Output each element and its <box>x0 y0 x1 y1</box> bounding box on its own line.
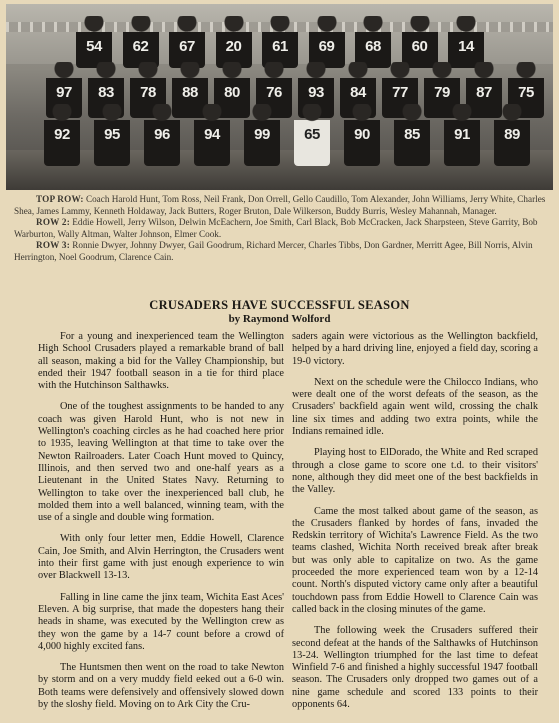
jersey-number: 94 <box>204 126 220 143</box>
jersey-number: 96 <box>154 126 170 143</box>
article-paragraph: Next on the schedule were the Chilocco Indians, who were dealt one of the worst defeats of the season, as the Crusaders' backfield again went wild, crossing the chalk line six times and adding two extra points, while the Indians remained idle. <box>292 376 538 438</box>
player-figure <box>394 104 430 166</box>
player-figure <box>402 16 438 68</box>
jersey-number: 89 <box>504 126 520 143</box>
article-paragraph: With only four letter men, Eddie Howell, Clarence Cain, Joe Smith, and Alvin Herrington, the Crusaders went into their first game with just enough experience to win over Blackwell 13-13. <box>38 533 284 582</box>
jersey-number: 95 <box>104 126 120 143</box>
article-column-left <box>38 331 284 720</box>
jersey-number: 80 <box>224 84 240 101</box>
player-figure <box>448 16 484 68</box>
article-paragraph: Came the most talked about game of the season, as the Crusaders flanked by hordes of fans, invaded the Redskin territory of Wichita's Lawrence Field. As the two teams clashed, Wichita North received break after break but was only able to capitalize on two. As the game proceeded the more experienced team won by a 12-14 count. North's disputed victory came only after a beautiful touchdown pass from Eddie Howell to Clarence Cain was called back in the closing minutes of the game. <box>292 505 538 615</box>
article-paragraph: For a young and inexperienced team the Wellington High School Crusaders played a remarkable brand of ball all season, making a bid for the Valley Championship, but ended their 1947 football season in a tie for third place with the Hutchinson Salthawks. <box>38 331 284 392</box>
player-figure <box>444 104 480 166</box>
player-figure <box>355 16 391 68</box>
player-figure <box>244 104 280 166</box>
player-figure <box>44 104 80 166</box>
article-paragraph: Falling in line came the jinx team, Wichita East Aces' Eleven. A big surprise, that made the dopesters hang their heads in shame, was executed by the Wellington crew as they won the game by a 14-7 count before a crowd of 4,000 highly excited fans. <box>38 591 284 652</box>
player-figure <box>344 104 380 166</box>
jersey-number: 99 <box>254 126 270 143</box>
article-paragraph: saders again were victorious as the Wellington backfield, helped by a hard driving line, enjoyed a field day, scoring a 19-0 victory. <box>292 331 538 367</box>
jersey-number: 61 <box>272 38 288 55</box>
photo-caption <box>14 194 546 264</box>
player-figure <box>94 104 130 166</box>
jersey-number: 14 <box>458 38 474 55</box>
jersey-number: 87 <box>476 84 492 101</box>
caption-row-2-text: Eddie Howell, Jerry Wilson, Delwin McEachern, Joe Smith, Carl Black, Bob McCracken, Jack Sharpsteen, Steve Garrity, Bob Warburton, Wally Altman, Walter Johnson, Elmer Cook. <box>14 217 538 239</box>
jersey-number: 75 <box>518 84 534 101</box>
article-column-right <box>292 331 538 720</box>
player-figure <box>262 16 298 68</box>
jersey-number: 60 <box>411 38 428 55</box>
player-figure <box>294 104 330 166</box>
caption-top-row-label: TOP ROW: <box>36 194 84 204</box>
jersey-number: 77 <box>392 84 408 101</box>
jersey-number: 91 <box>454 126 470 143</box>
jersey-number: 62 <box>132 38 149 55</box>
caption-row-2 <box>14 217 546 240</box>
jersey-number: 69 <box>318 38 335 55</box>
jersey-number: 67 <box>179 38 195 55</box>
article-title: CRUSADERS HAVE SUCCESSFUL SEASON <box>149 298 410 312</box>
player-figure <box>144 104 180 166</box>
player-figure <box>309 16 345 68</box>
player-figure <box>169 16 205 68</box>
jersey-number: 93 <box>308 84 324 101</box>
article-paragraph: Playing host to ElDorado, the White and Red scraped through a close game to score one t.d. to their visitors' none, although they did meet one of the best backfields in the Valley. <box>292 447 538 496</box>
player-figure <box>494 104 530 166</box>
caption-row-3-label: ROW 3: <box>36 240 70 251</box>
jersey-number: 92 <box>54 126 70 143</box>
jersey-number: 79 <box>434 84 450 101</box>
player-figure <box>76 16 112 68</box>
jersey-number: 65 <box>304 126 320 143</box>
jersey-number: 68 <box>365 38 381 55</box>
article-paragraph: The following week the Crusaders suffered their second defeat at the hands of the Salthawks of Hutchinson 13-24. Wellington triumphed for the last time to defeat Winfield 7-6 and finished a highly successful 1947 football season. The Crusaders only dropped two games out of a nine game schedule and scored 133 points to their opponents 64. <box>292 625 538 711</box>
caption-top-row <box>14 194 546 217</box>
caption-row-3-text: Ronnie Dwyer, Johnny Dwyer, Gail Goodrum, Richard Mercer, Charles Tibbs, Don Gardner, Merritt Agee, Bill Norris, Alvin Herrington, Noel Goodrum, Clarence Cain. <box>14 240 533 262</box>
jersey-number: 84 <box>350 84 366 101</box>
article-paragraph: One of the toughest assignments to be handed to any coach was given Harold Hunt, who is not new in Wellington's coaching circles as he had coached here prior to 1935, leaving Wellington at that time to take over the Newton Railroaders. Later Coach Hunt moved to Quincy, Illinois, and then served two and one-half years as a Lieutenant in the United States Navy. Returning to Wellington to take over the inexperienced ball club, he molded them into a well balanced, winning team, with the use of a single and double wing formation. <box>38 401 284 524</box>
jersey-number: 97 <box>56 84 72 101</box>
jersey-number: 78 <box>140 84 156 101</box>
team-photo <box>6 4 553 190</box>
player-figure <box>123 16 159 68</box>
article-paragraph: The Huntsmen then went on the road to take Newton by storm and on a very muddy field eeked out a 6-0 win. Both teams were defensively and offensively slowed down by the sloshy field. Moving on to Ark City the Cru- <box>38 662 284 711</box>
jersey-number: 76 <box>266 84 282 101</box>
jersey-number: 90 <box>354 126 370 143</box>
player-figure <box>194 104 230 166</box>
caption-row-2-label: ROW 2: <box>36 217 70 228</box>
caption-row-3 <box>14 240 546 263</box>
player-figure <box>216 16 252 68</box>
jersey-number: 54 <box>86 38 102 55</box>
caption-top-row-text: Coach Harold Hunt, Tom Ross, Neil Frank, Don Orrell, Gello Caudillo, Tom Alexander, John Williams, Jerry White, Charles Shea, James Lammy, Kenneth Holdaway, Jack Butters, Roger Bruton, Dale Wilkerson, Buddy Burris, Wesley Mahannah, Manager. <box>14 194 546 216</box>
jersey-number: 20 <box>225 38 242 55</box>
jersey-number: 88 <box>182 84 198 101</box>
jersey-number: 83 <box>98 84 114 101</box>
article-byline: by Raymond Wolford <box>228 313 331 325</box>
jersey-number: 85 <box>404 126 420 143</box>
